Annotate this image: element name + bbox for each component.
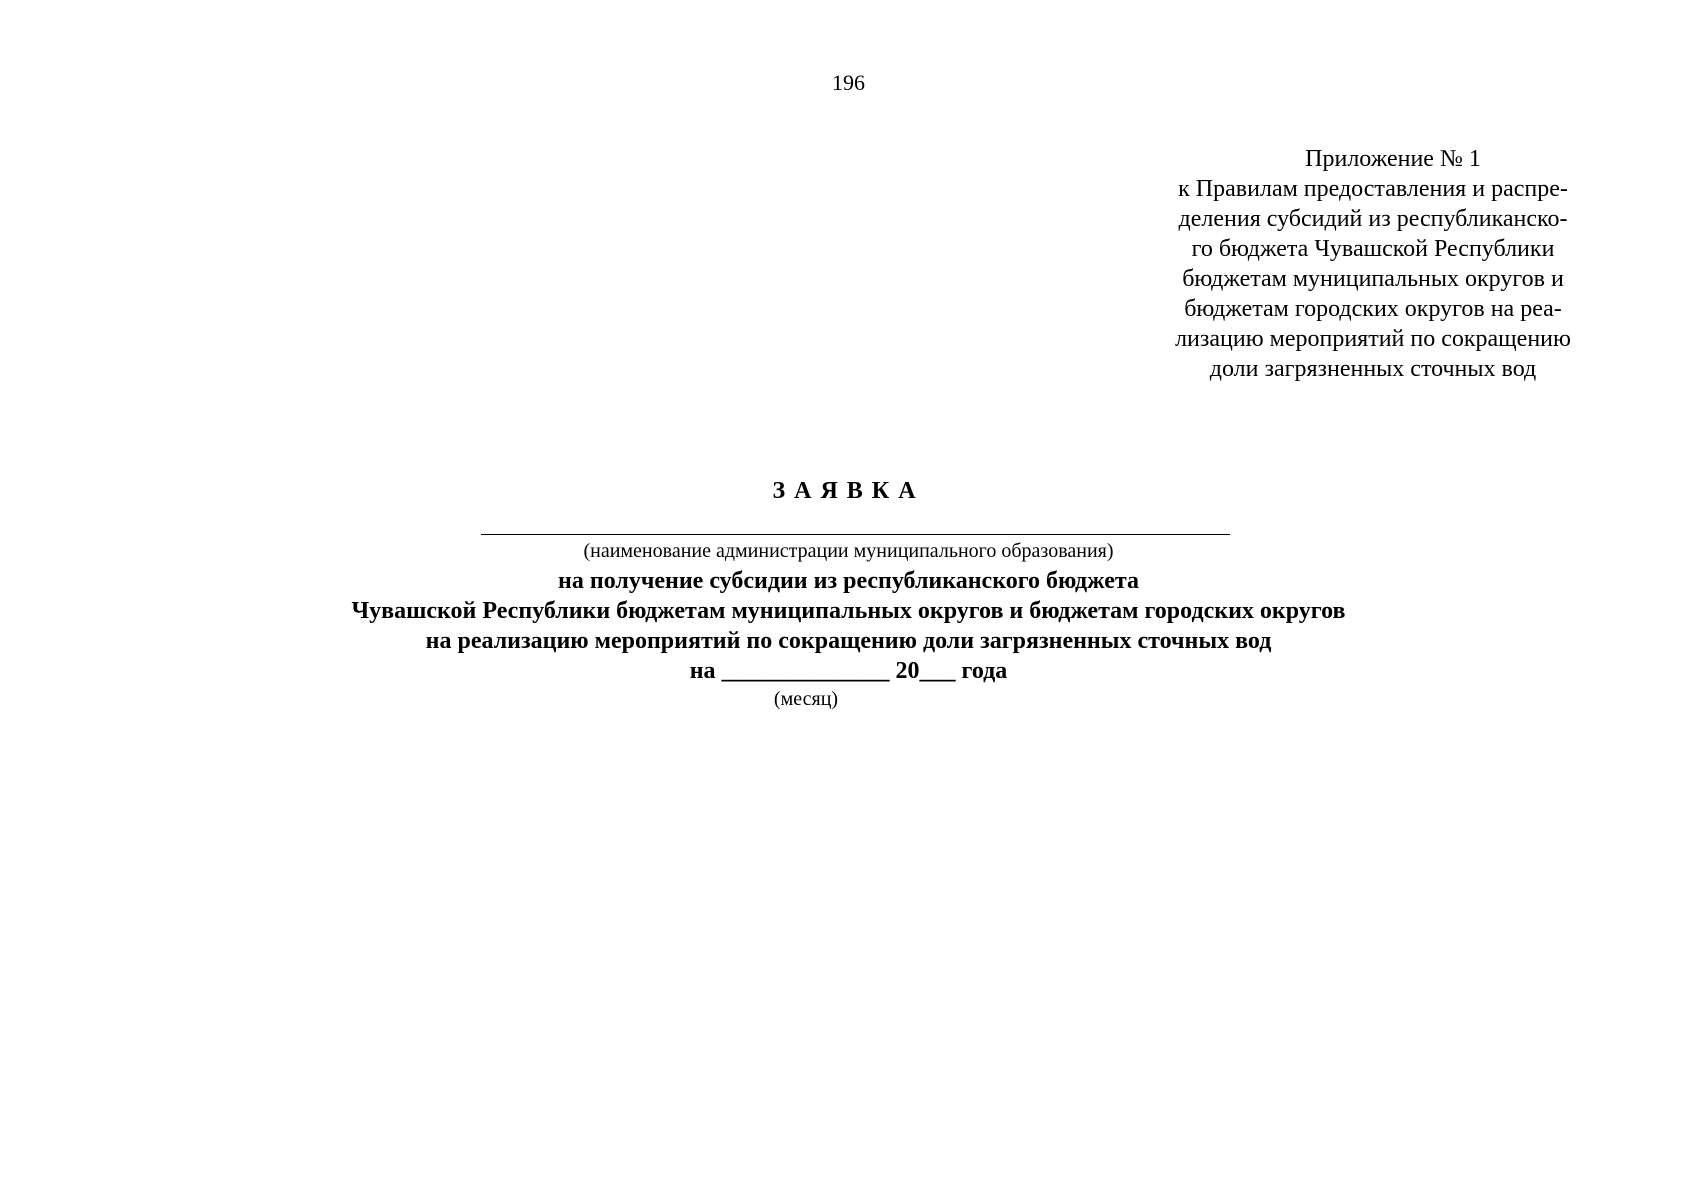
org-name-blank-line: [481, 534, 1230, 535]
appendix-line: к Правилам предоставления и распре-: [1178, 176, 1568, 202]
month-caption: (месяц): [773, 688, 839, 710]
form-title: ЗАЯВКА: [772, 478, 925, 504]
appendix-line: деления субсидий из республиканско-: [1178, 206, 1568, 232]
subtitle-line: Чувашской Республики бюджетам муниципальных округов и бюджетам городских округов: [351, 598, 1346, 624]
appendix-block: [1148, 144, 1598, 384]
subtitle-line: на получение субсидии из республиканского бюджета: [558, 568, 1139, 594]
subtitle-line: на реализацию мероприятий по сокращению доли загрязненных сточных вод: [425, 628, 1272, 654]
appendix-line: бюджетам городских округов на реа-: [1184, 296, 1562, 322]
form-subtitle: [0, 566, 1697, 656]
appendix-line: доли загрязненных сточных вод: [1209, 356, 1537, 382]
appendix-line: бюджетам муниципальных округов и: [1182, 266, 1564, 292]
appendix-title: Приложение № 1: [1305, 146, 1481, 172]
page-number: 196: [832, 70, 865, 95]
appendix-body: [1148, 174, 1598, 384]
appendix-line: лизацию мероприятий по сокращению: [1175, 326, 1571, 352]
date-line: на ______________ 20___ года: [689, 658, 1008, 684]
org-name-caption: (наименование администрации муниципального образования): [583, 540, 1114, 562]
appendix-line: го бюджета Чувашской Республики: [1191, 236, 1555, 262]
